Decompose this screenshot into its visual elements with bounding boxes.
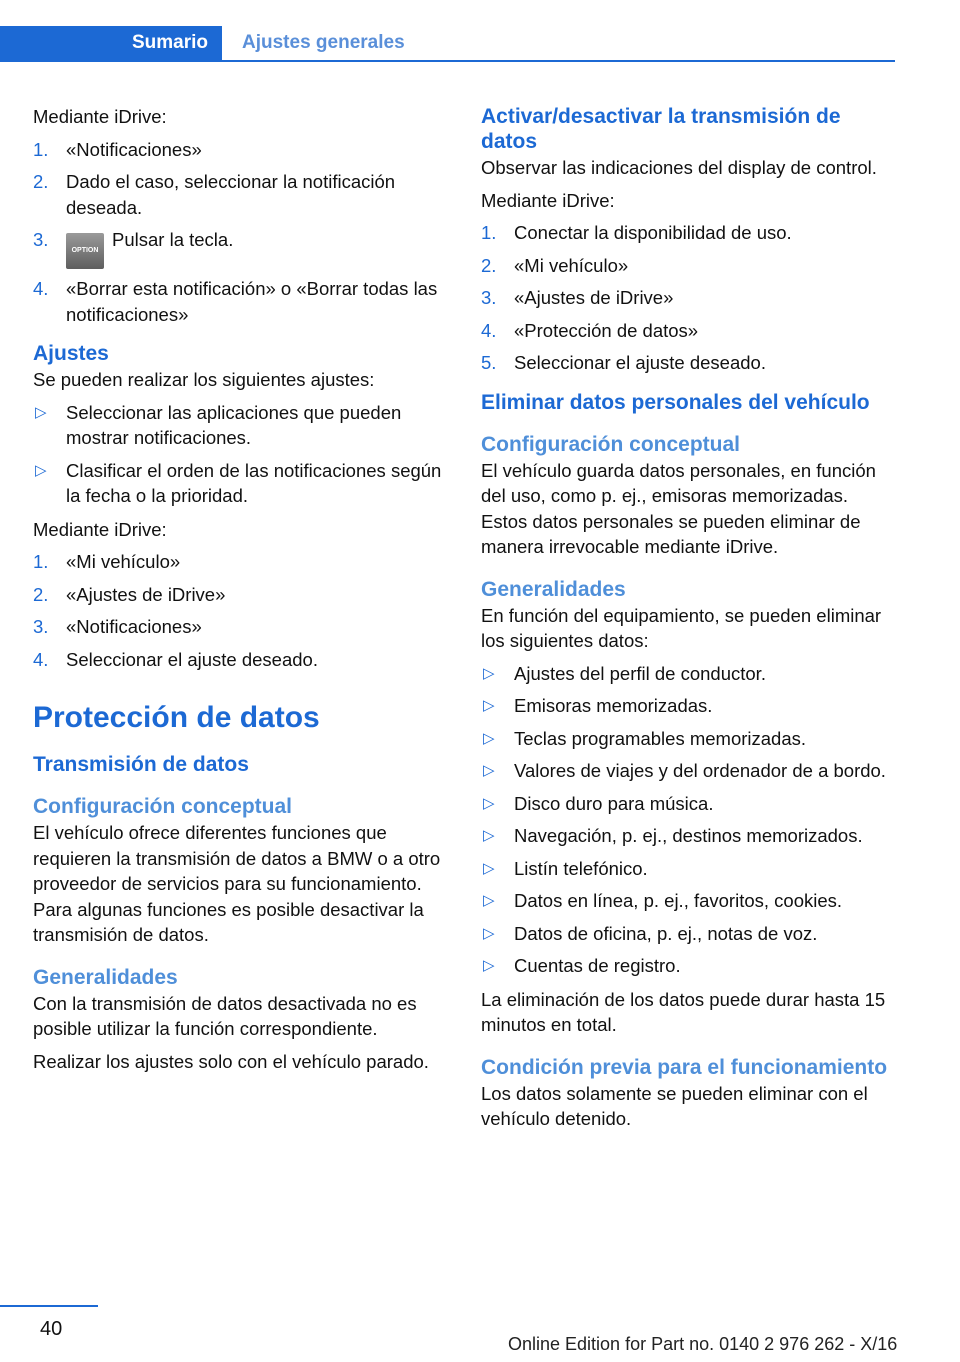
- footer-divider: [0, 1305, 98, 1307]
- paragraph: Mediante iDrive:: [33, 518, 167, 540]
- list-item: [481, 758, 895, 784]
- heading-configuracion-conceptual: Configuración conceptual: [33, 795, 293, 818]
- list-item-text: Valores de viajes y del ordenador de a bordo.: [514, 760, 886, 781]
- paragraph: En función del equipamiento, se pueden eliminar los siguientes datos:: [481, 604, 882, 651]
- tab-sumario[interactable]: Sumario: [0, 26, 222, 60]
- heading-generalidades: Generalidades: [481, 577, 626, 601]
- numbered-list: [481, 220, 895, 376]
- triangle-bullet-icon: ▷: [483, 957, 495, 974]
- triangle-bullet-icon: ▷: [483, 924, 495, 942]
- list-item-text: Datos en línea, p. ej., favoritos, cookies.: [514, 890, 843, 911]
- list-item: [33, 582, 443, 608]
- triangle-bullet-icon: ▷: [35, 461, 47, 479]
- list-item: [33, 169, 443, 220]
- list-item-text: «Mi vehículo»: [514, 254, 629, 276]
- list-item: [481, 856, 895, 882]
- list-item: [481, 953, 895, 979]
- heading-eliminar-datos: Eliminar datos personales del vehículo: [481, 390, 870, 414]
- list-item-text: Teclas programables memorizadas.: [514, 727, 807, 749]
- paragraph: Se pueden realizar los siguientes ajustes:: [33, 369, 375, 390]
- option-button-icon: OPTION: [66, 233, 104, 269]
- list-number: 2.: [33, 171, 49, 192]
- heading-proteccion-de-datos: Protección de datos: [33, 701, 320, 734]
- list-item-text: Clasificar el orden de las notificaciones según la fecha o la prioridad.: [66, 459, 442, 506]
- list-item: [481, 350, 895, 376]
- list-item: [481, 823, 895, 849]
- list-item-text: Seleccionar las aplicaciones que pueden mostrar notificaciones.: [66, 401, 402, 448]
- bullet-list: [33, 400, 443, 509]
- list-item: [33, 614, 443, 640]
- list-item: [33, 549, 443, 575]
- triangle-bullet-icon: ▷: [35, 403, 47, 421]
- list-item-text: Emisoras memorizadas.: [514, 695, 713, 716]
- right-column: [481, 104, 895, 1139]
- list-item-text: Pulsar la tecla.: [112, 229, 234, 250]
- heading-configuracion-conceptual: Configuración conceptual: [481, 432, 741, 456]
- list-item: [481, 726, 895, 752]
- paragraph: La eliminación de los datos puede durar hasta 15 minutos en total.: [481, 988, 886, 1035]
- list-item-text: «Borrar esta notificación» o «Borrar todas las notificaciones»: [66, 278, 438, 325]
- list-item-text: Dado el caso, seleccionar la notificación deseada.: [66, 171, 396, 218]
- list-item: [33, 458, 443, 509]
- list-item-text: Seleccionar el ajuste deseado.: [66, 648, 318, 670]
- paragraph: Realizar los ajustes solo con el vehículo parado.: [33, 1050, 429, 1072]
- heading-transmision-de-datos: Transmisión de datos: [33, 753, 249, 776]
- list-number: 3.: [33, 616, 49, 637]
- list-item: [481, 693, 895, 719]
- triangle-bullet-icon: ▷: [483, 827, 495, 844]
- list-item-text: Conectar la disponibilidad de uso.: [514, 222, 792, 243]
- triangle-bullet-icon: ▷: [483, 664, 495, 682]
- list-item-text: Seleccionar el ajuste deseado.: [514, 352, 766, 373]
- paragraph: El vehículo guarda datos personales, en función del uso, como p. ej., emisoras memorizadas. Estos datos personales se pueden eliminar de manera irrevocable mediante iDrive.: [481, 459, 876, 557]
- edition-footer: Online Edition for Part no. 0140 2 976 262 - X/16: [508, 1334, 898, 1354]
- list-item: [481, 888, 895, 914]
- list-number: 4.: [33, 278, 49, 299]
- triangle-bullet-icon: ▷: [483, 729, 495, 747]
- heading-ajustes: Ajustes: [33, 342, 109, 365]
- list-number: 4.: [33, 648, 49, 670]
- list-item-text: Datos de oficina, p. ej., notas de voz.: [514, 922, 818, 944]
- list-item: [33, 647, 443, 673]
- numbered-list: [33, 549, 443, 672]
- heading-condicion-previa: Condición previa para el funcionamiento: [481, 1055, 888, 1079]
- list-number: 2.: [481, 254, 497, 276]
- list-number: 3.: [481, 287, 497, 308]
- list-number: 1.: [33, 138, 49, 160]
- triangle-bullet-icon: ▷: [483, 859, 495, 877]
- list-number: 5.: [481, 352, 497, 373]
- list-item-text: Cuentas de registro.: [514, 955, 681, 976]
- list-number: 1.: [33, 551, 49, 572]
- page-number: 40: [40, 1318, 63, 1340]
- list-item: [481, 661, 895, 687]
- heading-activar-desactivar: Activar/desactivar la transmisión de datos: [481, 105, 841, 153]
- paragraph: Mediante iDrive:: [481, 189, 615, 211]
- paragraph: Con la transmisión de datos desactivada no es posible utilizar la función correspondiente.: [33, 992, 417, 1039]
- list-item-text: Disco duro para música.: [514, 792, 714, 814]
- heading-generalidades: Generalidades: [33, 965, 178, 989]
- list-item-text: Navegación, p. ej., destinos memorizados.: [514, 825, 863, 846]
- list-item-text: «Notificaciones»: [66, 616, 202, 637]
- paragraph: Observar las indicaciones del display de control.: [481, 157, 877, 178]
- list-item: [33, 137, 443, 163]
- list-item: [481, 285, 895, 311]
- list-item-text: «Protección de datos»: [514, 319, 699, 341]
- top-navigation: [0, 26, 895, 62]
- triangle-bullet-icon: ▷: [483, 892, 495, 909]
- list-item: [481, 220, 895, 246]
- paragraph: Los datos solamente se pueden eliminar con el vehículo detenido.: [481, 1082, 868, 1129]
- list-number: 4.: [481, 319, 497, 341]
- bullet-list: [481, 661, 895, 979]
- triangle-bullet-icon: ▷: [483, 794, 495, 812]
- list-item: [481, 253, 895, 279]
- header-divider: [0, 60, 895, 62]
- list-item-text: Listín telefónico.: [514, 857, 648, 879]
- triangle-bullet-icon: ▷: [483, 762, 495, 779]
- list-number: 2.: [33, 583, 49, 605]
- list-item-text: «Notificaciones»: [66, 138, 202, 160]
- list-item: [481, 791, 895, 817]
- triangle-bullet-icon: ▷: [483, 697, 495, 714]
- list-item: [33, 227, 443, 269]
- list-item: [481, 921, 895, 947]
- list-item-text: «Ajustes de iDrive»: [66, 583, 226, 605]
- tab-ajustes-generales[interactable]: Ajustes generales: [242, 32, 405, 53]
- list-number: 3.: [33, 229, 49, 250]
- list-item: [481, 318, 895, 344]
- list-item: [33, 276, 443, 327]
- left-column: [33, 104, 443, 1081]
- list-item-text: «Ajustes de iDrive»: [514, 287, 674, 308]
- list-item-text: Ajustes del perfil de conductor.: [514, 662, 766, 684]
- paragraph: Mediante iDrive:: [33, 106, 167, 127]
- numbered-list: [33, 137, 443, 328]
- list-item: [33, 400, 443, 451]
- paragraph: El vehículo ofrece diferentes funciones que requieren la transmisión de datos a BMW o a otro proveedor de servicios para su funcionamiento. Para algunas funciones es posible desactivar la transmisión de datos.: [33, 822, 441, 945]
- list-item-text: «Mi vehículo»: [66, 551, 181, 572]
- list-number: 1.: [481, 222, 497, 243]
